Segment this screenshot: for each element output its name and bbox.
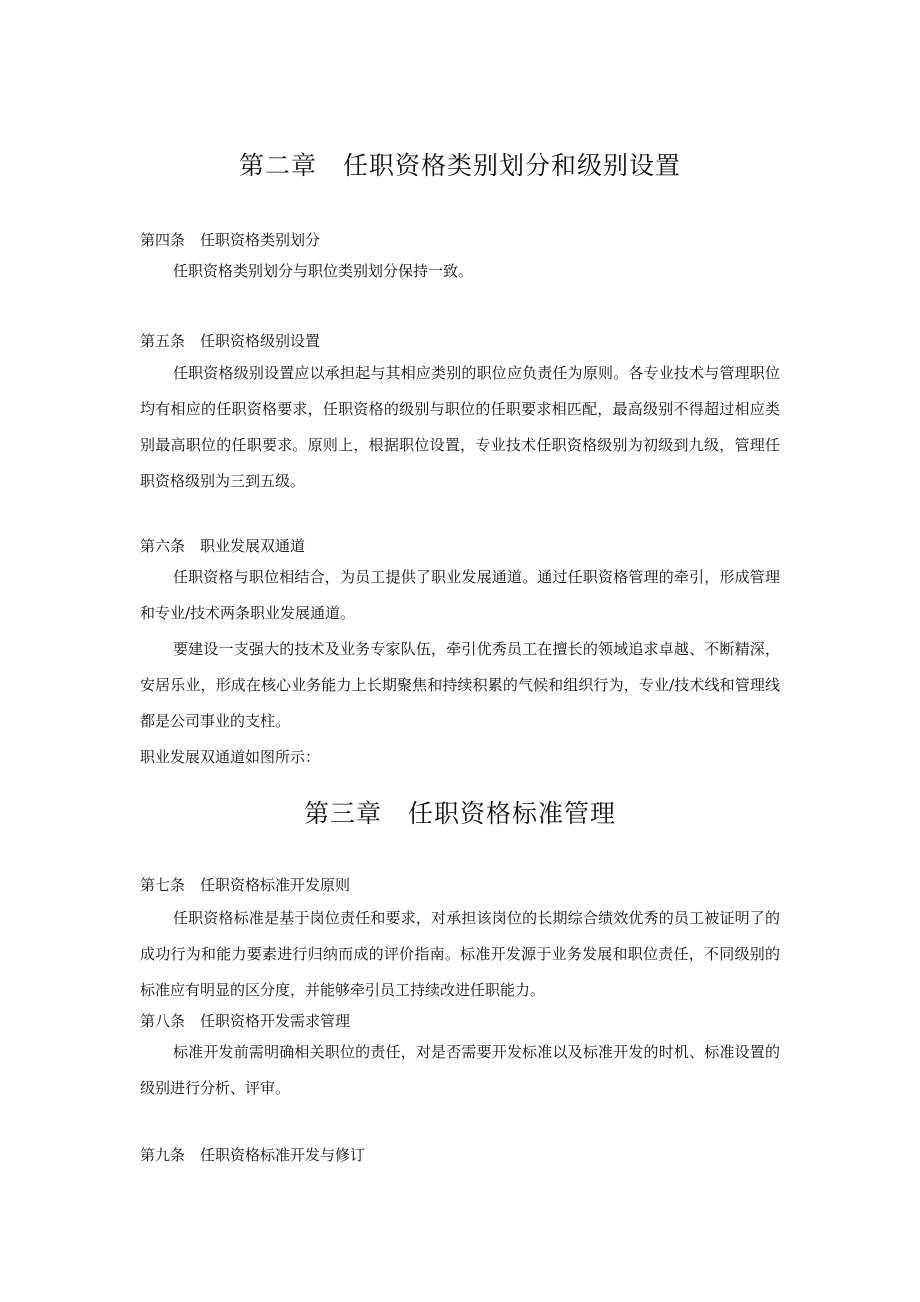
chapter-2-title: 第二章 任职资格类别划分和级别设置	[238, 151, 681, 180]
article-9-heading: 第九条 任职资格标准开发与修订	[140, 1146, 366, 1164]
article-5-heading: 第五条 任职资格级别设置	[140, 332, 321, 350]
chapter-3-title: 第三章 任职资格标准管理	[303, 799, 616, 828]
article-6-heading: 第六条 职业发展双通道	[140, 537, 306, 555]
article-4-paragraph-1: 任职资格类别划分与职位类别划分保持一致。	[173, 262, 474, 280]
article-6-paragraph-3: 职业发展双通道如图所示：	[140, 748, 321, 766]
article-4-heading: 第四条 任职资格类别划分	[140, 231, 321, 249]
article-6-paragraph-2: 要建设一支强大的技术及业务专家队伍，牵引优秀员工在擅长的领域追求卓越、不断精深，安居乐业，形成在核心业务能力上长期聚焦和持续积累的气候和组织行为，专业/技术线和管理线都是公司事业的支柱。	[140, 640, 780, 730]
article-8-paragraph-1: 标准开发前需明确相关职位的责任，对是否需要开发标准以及标准开发的时机、标准设置的级别进行分析、评审。	[140, 1043, 780, 1097]
article-5-paragraph-1: 任职资格级别设置应以承担起与其相应类别的职位应负责任为原则。各专业技术与管理职位均有相应的任职资格要求，任职资格的级别与职位的任职要求相匹配，最高级别不得超过相应类别最高职位的任职要求。原则上，根据职位设置，专业技术任职资格级别为初级到九级，管理任职资格级别为三到五级。	[140, 364, 780, 490]
article-7-paragraph-1: 任职资格标准是基于岗位责任和要求，对承担该岗位的长期综合绩效优秀的员工被证明了的成功行为和能力要素进行归纳而成的评价指南。标准开发源于业务发展和职位责任，不同级别的标准应有明显的区分度，并能够牵引员工持续改进任职能力。	[140, 909, 780, 999]
article-8-heading: 第八条 任职资格开发需求管理	[140, 1012, 351, 1030]
article-7-heading: 第七条 任职资格标准开发原则	[140, 876, 351, 894]
article-6-paragraph-1: 任职资格与职位相结合，为员工提供了职业发展通道。通过任职资格管理的牵引，形成管理和专业/技术两条职业发展通道。	[140, 568, 780, 622]
